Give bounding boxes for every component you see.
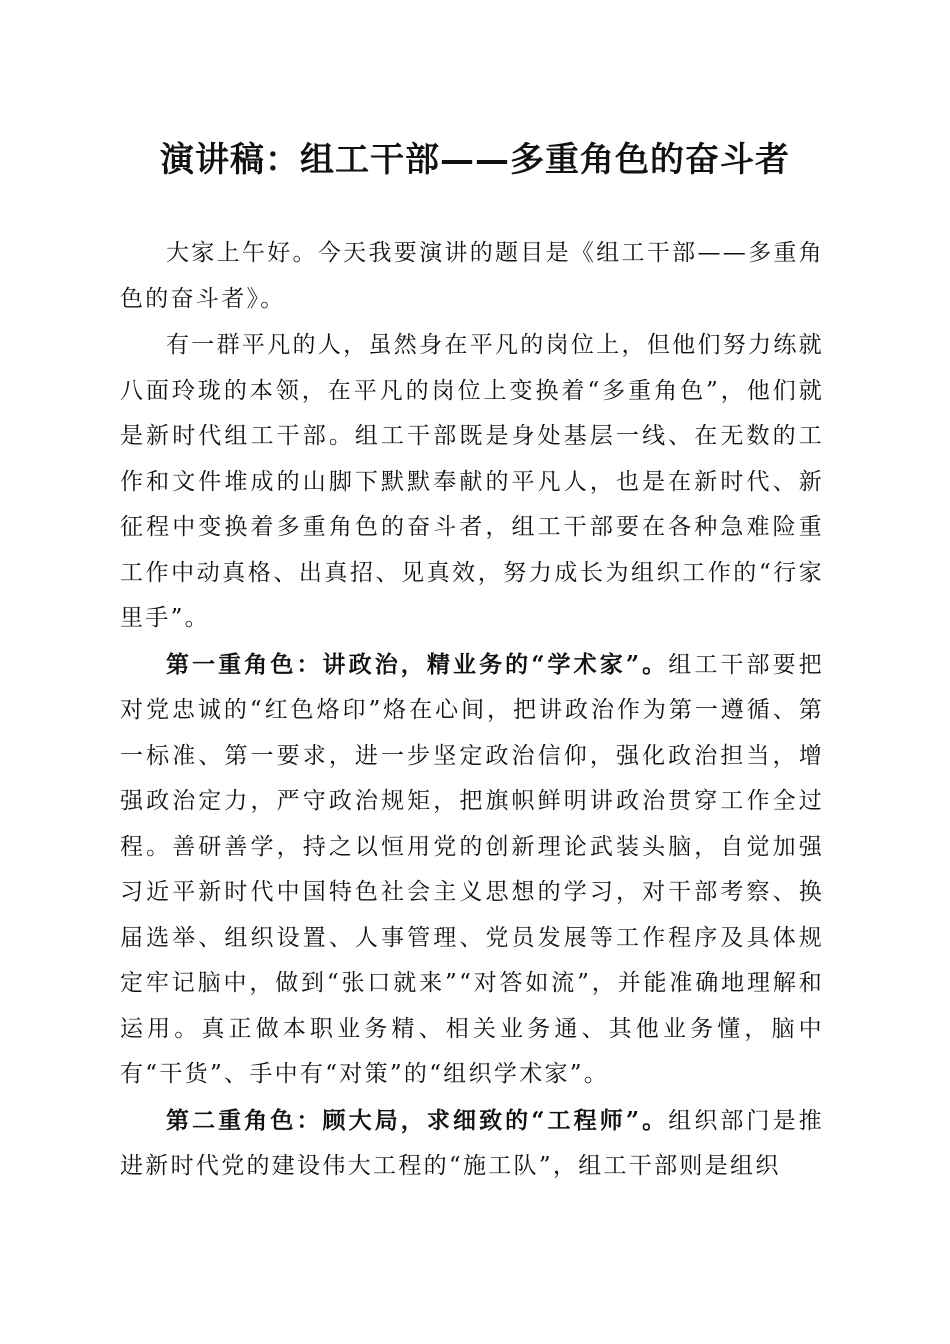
paragraph-text: 大家上午好。今天我要演讲的题目是《组工干部——多重角色的奋斗者》。	[120, 240, 824, 312]
document-title: 演讲稿：组工干部——多重角色的奋斗者	[160, 140, 790, 180]
paragraph-text: 组织部门是推进新时代党的建设伟大工程的“施工队”，组工干部则是组织	[120, 1107, 824, 1179]
paragraph-greeting	[120, 230, 824, 322]
paragraph-lead: 第二重角色：顾大局，求细致的“工程师”。	[166, 1106, 669, 1134]
paragraph-lead: 第一重角色：讲政治，精业务的“学术家”。	[166, 650, 669, 678]
paragraph-text: 有一群平凡的人，虽然身在平凡的岗位上，但他们努力练就八面玲珑的本领，在平凡的岗位上变换着“多重角色”，他们就是新时代组工干部。组工干部既是身处基层一线、在无数的工作和文件堆成的山脚下默默奉献的平凡人，也是在新时代、新征程中变换着多重角色的奋斗者，组工干部要在各种急难险重工作中动真格、出真招、见真效，努力成长为组织工作的“行家里手”。	[120, 332, 824, 631]
paragraph-text: 组工干部要把对党忠诚的“红色烙印”烙在心间，把讲政治作为第一遵循、第一标准、第一要求，进一步坚定政治信仰，强化政治担当，增强政治定力，严守政治规矩，把旗帜鲜明讲政治贯穿工作全过程。善研善学，持之以恒用党的创新理论武装头脑，自觉加强习近平新时代中国特色社会主义思想的学习，对干部考察、换届选举、组织设置、人事管理、党员发展等工作程序及具体规定牢记脑中，做到“张口就来”“对答如流”，并能准确地理解和运用。真正做本职业务精、相关业务通、其他业务懂，脑中有“干货”、手中有“对策”的“组织学术家”。	[120, 651, 824, 1087]
paragraph-role-two	[120, 1098, 824, 1190]
paragraph-role-one	[120, 642, 824, 1098]
document-body	[120, 230, 824, 1190]
paragraph-intro	[120, 322, 824, 642]
